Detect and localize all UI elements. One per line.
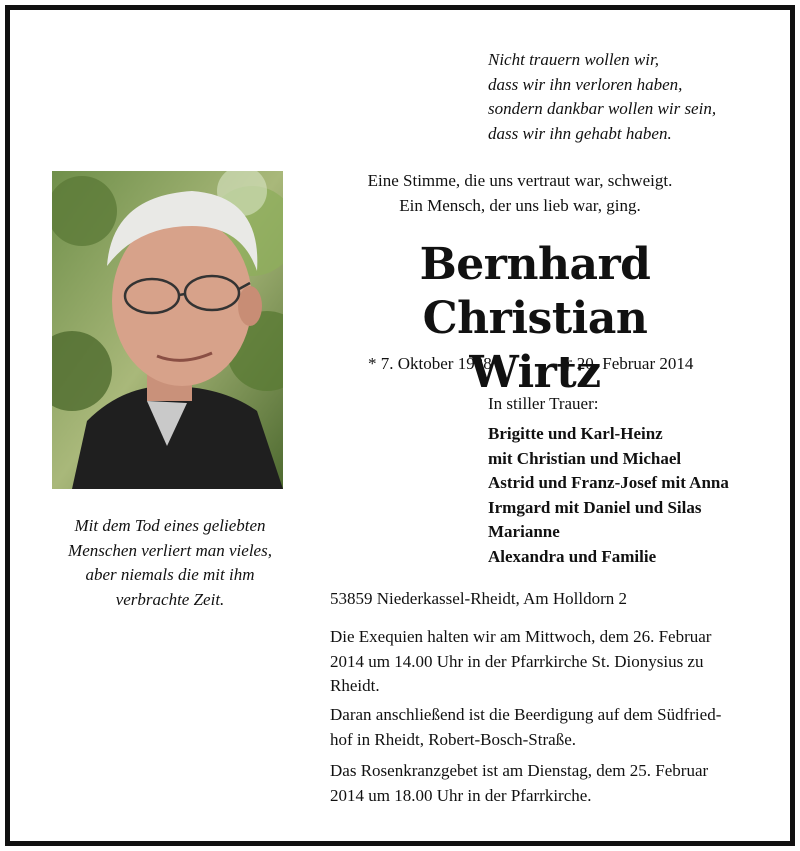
notice-line: Das Rosenkranzgebet ist am Dienstag, dem 25. Februar: [330, 761, 709, 780]
mourner-line: Irmgard mit Daniel und Silas: [488, 497, 702, 517]
notice-line: Die Exequien halten wir am Mittwoch, dem 26. Februar: [330, 627, 712, 646]
quote-line: Menschen verliert man vieles,: [68, 540, 272, 560]
mourner-line: Brigitte und Karl-Heinz: [488, 424, 663, 443]
death-date: † 20. Februar 2014: [564, 354, 694, 373]
mourner-line: Marianne: [488, 522, 560, 541]
notice-line: hof in Rheidt, Robert-Bosch-Straße.: [330, 729, 576, 749]
quote-line: verbrachte Zeit.: [115, 589, 225, 609]
name-line-1: Bernhard Christian: [419, 239, 651, 344]
funeral-mass-notice: [330, 625, 750, 699]
family-address: 53859 Niederkassel-Rheidt, Am Holldorn 2: [330, 589, 627, 608]
notice-line: Daran anschließend ist die Beerdigung auf dem Südfried-: [330, 705, 722, 724]
poem-line: Nicht trauern wollen wir,: [488, 50, 659, 69]
intro-line: Eine Stimme, die uns vertraut war, schweigt.: [367, 171, 673, 190]
notice-line: Rheidt.: [330, 676, 380, 695]
name-line-2: Wirtz: [469, 347, 601, 398]
intro-text: [320, 168, 720, 218]
quote: [40, 514, 300, 612]
poem-line: dass wir ihn gehabt haben.: [488, 123, 672, 143]
burial-notice: [330, 703, 750, 752]
birth-date: * 7. Oktober 1938: [368, 354, 492, 373]
quote-line: Mit dem Tod eines geliebten: [74, 516, 266, 535]
poem: [488, 48, 778, 146]
notice-line: 2014 um 18.00 Uhr in der Pfarrkirche.: [330, 785, 592, 805]
portrait-illustration: [52, 171, 283, 489]
poem-line: sondern dankbar wollen wir sein,: [488, 99, 717, 118]
intro-line: Ein Mensch, der uns lieb war, ging.: [399, 196, 641, 215]
portrait-photo: [52, 171, 283, 489]
mourner-line: Alexandra und Familie: [488, 546, 657, 566]
mourner-line: mit Christian und Michael: [488, 448, 682, 468]
mourner-line: Astrid und Franz-Josef mit Anna: [488, 473, 729, 492]
poem-line: dass wir ihn verloren haben,: [488, 74, 683, 94]
mourners-list: [488, 422, 778, 569]
rosary-notice: [330, 759, 750, 808]
deceased-name: [310, 238, 760, 400]
quote-line: aber niemals die mit ihm: [85, 565, 255, 584]
mourning-label: In stiller Trauer:: [488, 394, 599, 413]
notice-line: 2014 um 14.00 Uhr in der Pfarrkirche St. Dionysius zu: [330, 651, 704, 671]
